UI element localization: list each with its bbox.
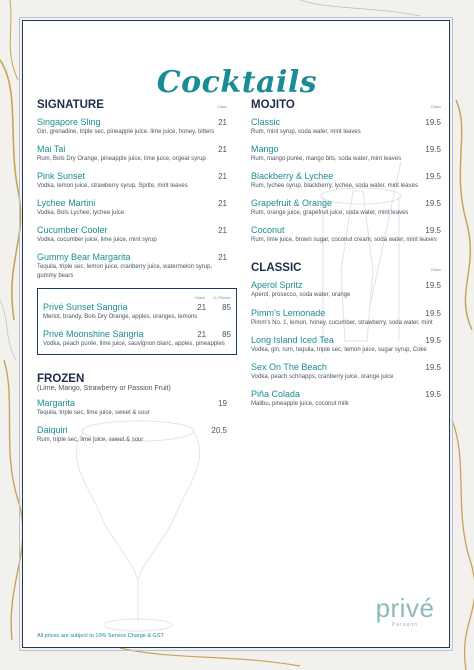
item-name: Margarita [37,397,76,408]
logo-wordmark: privé [375,593,435,623]
item-name: Cucumber Cooler [37,225,108,236]
menu-item-sex-on-the-beach [251,362,441,381]
item-description: Aperol, prosecco, soda water, orange [251,292,351,299]
item-name: Piña Colada [251,388,301,399]
item-name: Sex On The Beach [251,361,327,372]
item-description: Vodka, Bols Lychee, lychee juice [37,210,125,217]
item-name: Mango [251,144,279,155]
sangria-box [37,288,237,355]
menu-item-pimms-lemonade [251,308,441,327]
item-price: 21 [218,226,227,236]
item-price-pitcher: 85 [222,302,231,312]
glass-column-header: Glass [430,267,441,273]
right-column [251,99,441,416]
glass-column-header: Glass [216,104,227,109]
item-name: Coconut [251,225,285,236]
item-price: 19.5 [425,335,441,345]
item-price: 21 [218,199,227,209]
menu-card [22,20,450,648]
menu-item-cucumber-cooler [37,225,227,244]
item-price-glass: 21 [197,302,207,312]
item-price: 19.5 [425,118,441,127]
frozen-header [37,373,227,385]
frozen-heading: FROZEN [37,372,85,385]
menu-item-lychee-martini [37,198,227,217]
item-description: Vodka, peach purée, lime juice, sauvignon blanc, apples, pineapples [43,340,225,347]
item-price-glass: 21 [197,329,207,339]
pitcher-column-header: 1L Pitcher [213,294,231,300]
item-description: Merlot, brandy, Bols Dry Orange, apples, oranges, lemons [43,313,198,320]
item-name: Privé Sunset Sangria [43,301,128,312]
signature-heading: SIGNATURE [37,99,104,111]
item-description: Vodka, lemon juice, strawberry syrup, Sprite, mint leaves [37,183,188,190]
sangria-column-headers [43,295,231,300]
item-description: Vodka, cucumber juice, lime juice, mint syrup [37,237,157,244]
menu-item-classic-mojito [251,117,441,136]
item-description: Rum, mango purée, mango bits, soda water, mint leaves [251,156,402,163]
mojito-header [251,99,441,111]
item-price-pitcher: 85 [222,329,231,339]
item-description: Rum, lime juice, brown sugar, coconut cream, soda water, mint leaves [251,237,437,244]
item-name: Pimm's Lemonade [251,307,326,318]
item-name: Blackberry & Lychee [251,171,334,182]
page-title: Cocktails [156,65,318,100]
item-description: Rum, orange juice, grapefruit juice, soda water, mint leaves [251,210,409,217]
item-name: Long Island Iced Tea [251,334,334,345]
item-price: 19.5 [425,281,441,291]
logo-location: Paragon [392,622,418,628]
menu-item-gummy-bear-margarita [37,252,227,279]
item-description: Gin, grenadine, triple sec, pineapple juice, lime juice, honey, bitters [37,129,215,135]
menu-item-singapore-sling [37,117,227,136]
menu-item-mango-mojito [251,144,441,163]
item-name: Singapore Sling [37,117,101,127]
item-price: 19.5 [425,145,441,155]
classic-header [251,262,441,274]
item-price: 20.5 [211,425,227,435]
item-name: Aperol Spritz [251,280,303,291]
mojito-heading: MOJITO [251,99,295,111]
menu-item-moonshine-sangria [43,329,231,348]
item-name: Privé Moonshine Sangria [43,328,144,339]
signature-header [37,99,227,111]
item-name: Daiquiri [37,424,68,435]
menu-item-mai-tai [37,144,227,163]
item-price: 21 [218,253,227,263]
left-column [37,99,231,452]
item-description: Tequila, triple sec, lime juice, sweet & sour [37,409,150,416]
menu-item-blackberry-lychee-mojito [251,171,441,190]
menu-item-aperol-spritz [251,280,441,299]
item-name: Gummy Bear Margarita [37,252,131,263]
item-description: Rum, mint syrup, soda water, mint leaves [251,129,361,135]
item-price: 19.5 [425,308,441,318]
item-description: Malibu, pineapple juice, coconut milk [251,400,349,407]
prive-logo [365,593,445,628]
menu-item-grapefruit-orange-mojito [251,198,441,217]
item-price: 19.5 [425,199,441,209]
item-description: Vodka, peach schnapps, cranberry juice, orange juice [251,373,394,380]
menu-item-pink-sunset [37,171,227,190]
frozen-subheading: (Lime, Mango, Strawberry or Passion Fruit) [37,384,171,392]
menu-item-long-island-iced-tea [251,335,441,354]
service-charge-note: All prices are subject to 10% Service Charge & GST [37,633,164,639]
item-price: 19.5 [425,226,441,236]
item-description: Vodka, gin, rum, tequila, triple sec, lemon juice, sugar syrup, Coke [251,346,427,353]
item-name: Classic [251,117,281,127]
glass-column-header: Glass [430,104,441,109]
item-price: 21 [218,118,227,127]
classic-heading: CLASSIC [251,262,302,275]
item-name: Pink Sunset [37,171,86,182]
menu-item-pina-colada [251,389,441,408]
item-price: 19.5 [425,389,441,399]
menu-item-sunset-sangria [43,302,231,321]
item-price: 19.5 [425,172,441,182]
item-description: Pimm's No. 1, lemon, honey, cucumber, strawberry, soda water, mint [251,319,433,326]
item-price: 19 [218,398,227,408]
menu-item-margarita [37,398,227,417]
item-price: 21 [218,172,227,182]
item-description: Tequila, triple sec, lemon juice, cranberry juice, watermelon syrup, gummy bears [37,264,213,279]
item-name: Mai Tai [37,144,66,155]
item-name: Lychee Martini [37,198,96,209]
menu-item-daiquiri [37,425,227,444]
item-name: Grapefruit & Orange [251,198,333,209]
item-description: Rum, Bols Dry Orange, pineapple juice, lime juice, orgeat syrup [37,156,206,163]
item-price: 19.5 [425,362,441,372]
menu-item-coconut-mojito [251,225,441,244]
item-price: 21 [218,145,227,155]
item-description: Rum, triple sec, lime juice, sweet & sour [37,436,144,443]
item-description: Rum, lychee syrup, blackberry, lychee, soda water, mint leaves [251,183,418,190]
glass-column-header: Glass [194,294,206,300]
